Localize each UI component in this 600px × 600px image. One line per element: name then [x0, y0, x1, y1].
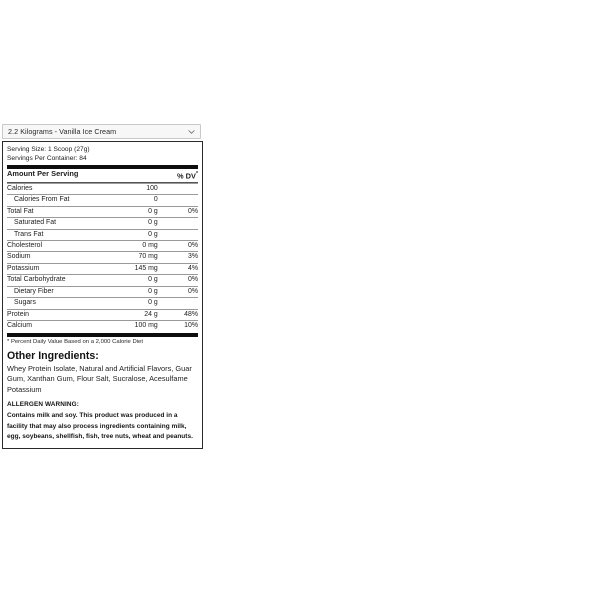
nutrient-daily-value: 0%: [158, 286, 198, 297]
nutrient-name: Calcium: [7, 320, 100, 331]
nutrient-daily-value: 0%: [158, 206, 198, 217]
nutrient-amount: 0 g: [100, 275, 157, 286]
nutrient-amount: 0 g: [100, 229, 157, 240]
product-variant-selected-label: 2.2 Kilograms - Vanilla Ice Cream: [8, 127, 117, 136]
nutrient-daily-value: [158, 229, 198, 240]
serving-size-text: Serving Size: 1 Scoop (27g): [7, 146, 90, 153]
nutrient-daily-value: [158, 298, 198, 309]
chevron-down-icon: [187, 127, 196, 136]
nutrient-rows-table: [7, 183, 198, 331]
table-row: [7, 298, 198, 309]
amount-per-serving-label: Amount Per Serving: [7, 168, 79, 178]
table-row: [7, 263, 198, 274]
allergen-warning-title: ALLERGEN WARNING:: [7, 401, 79, 409]
nutrient-name: Sugars: [7, 298, 100, 309]
table-row: [7, 275, 198, 286]
table-row: [7, 320, 198, 331]
table-row: [7, 195, 198, 206]
nutrient-daily-value: [158, 218, 198, 229]
allergen-warning-body: Contains milk and soy. This product was produced in a facility that may also process ingredients containing milk, egg, soybeans, shellfish, fish, tree nuts, wheat and peanuts.: [7, 412, 193, 441]
nutrient-name: Dietary Fiber: [7, 286, 100, 297]
nutrient-amount: 100 mg: [100, 320, 157, 331]
nutrient-amount: 0 g: [100, 298, 157, 309]
table-row: [7, 218, 198, 229]
nutrient-amount: 0: [100, 195, 157, 206]
nutrient-daily-value: 48%: [158, 309, 198, 320]
nutrient-daily-value: 3%: [158, 252, 198, 263]
nutrient-daily-value: 4%: [158, 263, 198, 274]
daily-value-footnote: * Percent Daily Value Based on a 2,000 Calorie Diet: [7, 339, 143, 346]
nutrient-daily-value: 10%: [158, 320, 198, 331]
nutrient-daily-value: 0%: [158, 275, 198, 286]
nutrition-facts-table: [7, 169, 198, 182]
product-variant-select[interactable]: [2, 124, 201, 139]
table-row: [7, 309, 198, 320]
table-row: [7, 184, 198, 195]
nutrient-name: Trans Fat: [7, 229, 100, 240]
nutrition-facts-panel: [2, 141, 203, 449]
table-row: [7, 252, 198, 263]
table-row: [7, 286, 198, 297]
nutrient-name: Total Fat: [7, 206, 100, 217]
nutrient-daily-value: 0%: [158, 241, 198, 252]
daily-value-header: [158, 169, 198, 182]
nutrient-amount: 145 mg: [100, 263, 157, 274]
nutrient-amount: 24 g: [100, 309, 157, 320]
nutrient-amount: 0 g: [100, 286, 157, 297]
table-row: [7, 241, 198, 252]
servings-per-container-text: Servings Per Container: 84: [7, 155, 87, 163]
other-ingredients-body: Whey Protein Isolate, Natural and Artificial Flavors, Guar Gum, Xanthan Gum, Flour Salt, Sucralose, Acesulfame Potassium: [7, 364, 192, 394]
nutrient-daily-value: [158, 195, 198, 206]
table-row: [7, 206, 198, 217]
nutrient-amount: 0 g: [100, 218, 157, 229]
daily-value-label: % DV: [176, 171, 196, 181]
nutrient-name: Saturated Fat: [7, 218, 100, 229]
nutrient-daily-value: [158, 184, 198, 195]
nutrient-name: Total Carbohydrate: [7, 275, 100, 286]
nutrient-name: Calories From Fat: [7, 195, 100, 206]
nutrient-name: Protein: [7, 309, 100, 320]
nutrient-name: Cholesterol: [7, 241, 100, 252]
nutrient-name: Sodium: [7, 252, 100, 263]
nutrient-amount: 0 mg: [100, 241, 157, 252]
nutrient-name: Potassium: [7, 263, 100, 274]
other-ingredients-title: Other Ingredients:: [7, 350, 99, 363]
table-header-row: [7, 169, 198, 182]
nutrient-amount: 0 g: [100, 206, 157, 217]
nutrient-name: Calories: [7, 184, 100, 195]
daily-value-asterisk: *: [195, 170, 198, 177]
table-row: [7, 229, 198, 240]
nutrient-amount: 100: [100, 184, 157, 195]
nutrient-amount: 70 mg: [100, 252, 157, 263]
